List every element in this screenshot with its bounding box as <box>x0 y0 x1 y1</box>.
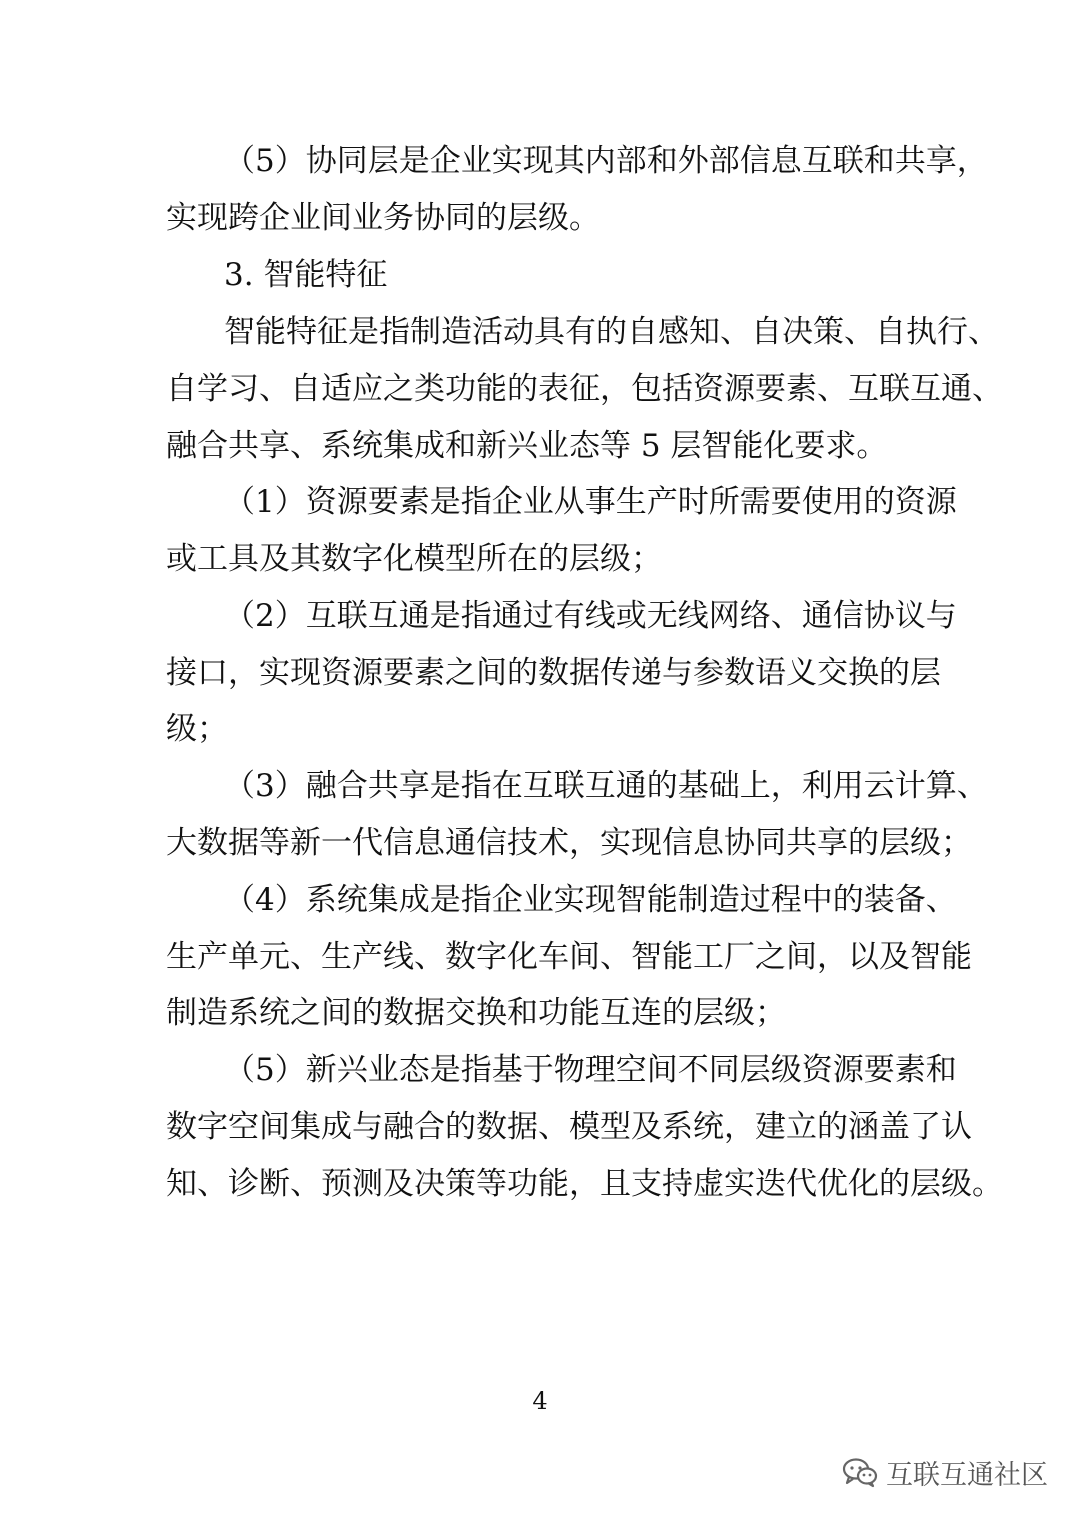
list-item-line: 数字空间集成与融合的数据、模型及系统，建立的涵盖了认 <box>166 1109 972 1145</box>
list-item-line: 接口，实现资源要素之间的数据传递与参数语义交换的层 <box>166 655 941 691</box>
list-item-line: （1）资源要素是指企业从事生产时所需要使用的资源 <box>224 484 957 520</box>
list-item-line: 生产单元、生产线、数字化车间、智能工厂之间，以及智能 <box>166 939 972 975</box>
list-item-line: 制造系统之间的数据交换和功能互连的层级； <box>166 995 786 1031</box>
paragraph-line: 实现跨企业间业务协同的层级。 <box>166 200 600 236</box>
list-item-line: 大数据等新一代信息通信技术，实现信息协同共享的层级； <box>166 825 972 861</box>
list-item-line: 或工具及其数字化模型所在的层级； <box>166 541 662 577</box>
list-item-line: （4）系统集成是指企业实现智能制造过程中的装备、 <box>224 882 957 918</box>
list-item-line: 级； <box>166 711 228 747</box>
paragraph-line: 智能特征是指制造活动具有的自感知、自决策、自执行、 <box>224 314 999 350</box>
list-item-line: （3）融合共享是指在互联互通的基础上，利用云计算、 <box>224 768 988 804</box>
paragraph-line: 自学习、自适应之类功能的表征，包括资源要素、互联互通、 <box>166 371 1003 407</box>
watermark-text: 互联互通社区 <box>886 1459 1048 1491</box>
wechat-icon <box>842 1457 878 1487</box>
paragraph-line: 融合共享、系统集成和新兴业态等 5 层智能化要求。 <box>166 428 888 464</box>
page-number: 4 <box>532 1387 548 1415</box>
list-item-line: 知、诊断、预测及决策等功能，且支持虚实迭代优化的层级。 <box>166 1166 1003 1202</box>
paragraph-line: （5）协同层是企业实现其内部和外部信息互联和共享， <box>224 143 988 179</box>
section-heading: 3. 智能特征 <box>224 257 388 293</box>
list-item-line: （5）新兴业态是指基于物理空间不同层级资源要素和 <box>224 1052 957 1088</box>
list-item-line: （2）互联互通是指通过有线或无线网络、通信协议与 <box>224 598 957 634</box>
watermark <box>842 1452 1048 1492</box>
